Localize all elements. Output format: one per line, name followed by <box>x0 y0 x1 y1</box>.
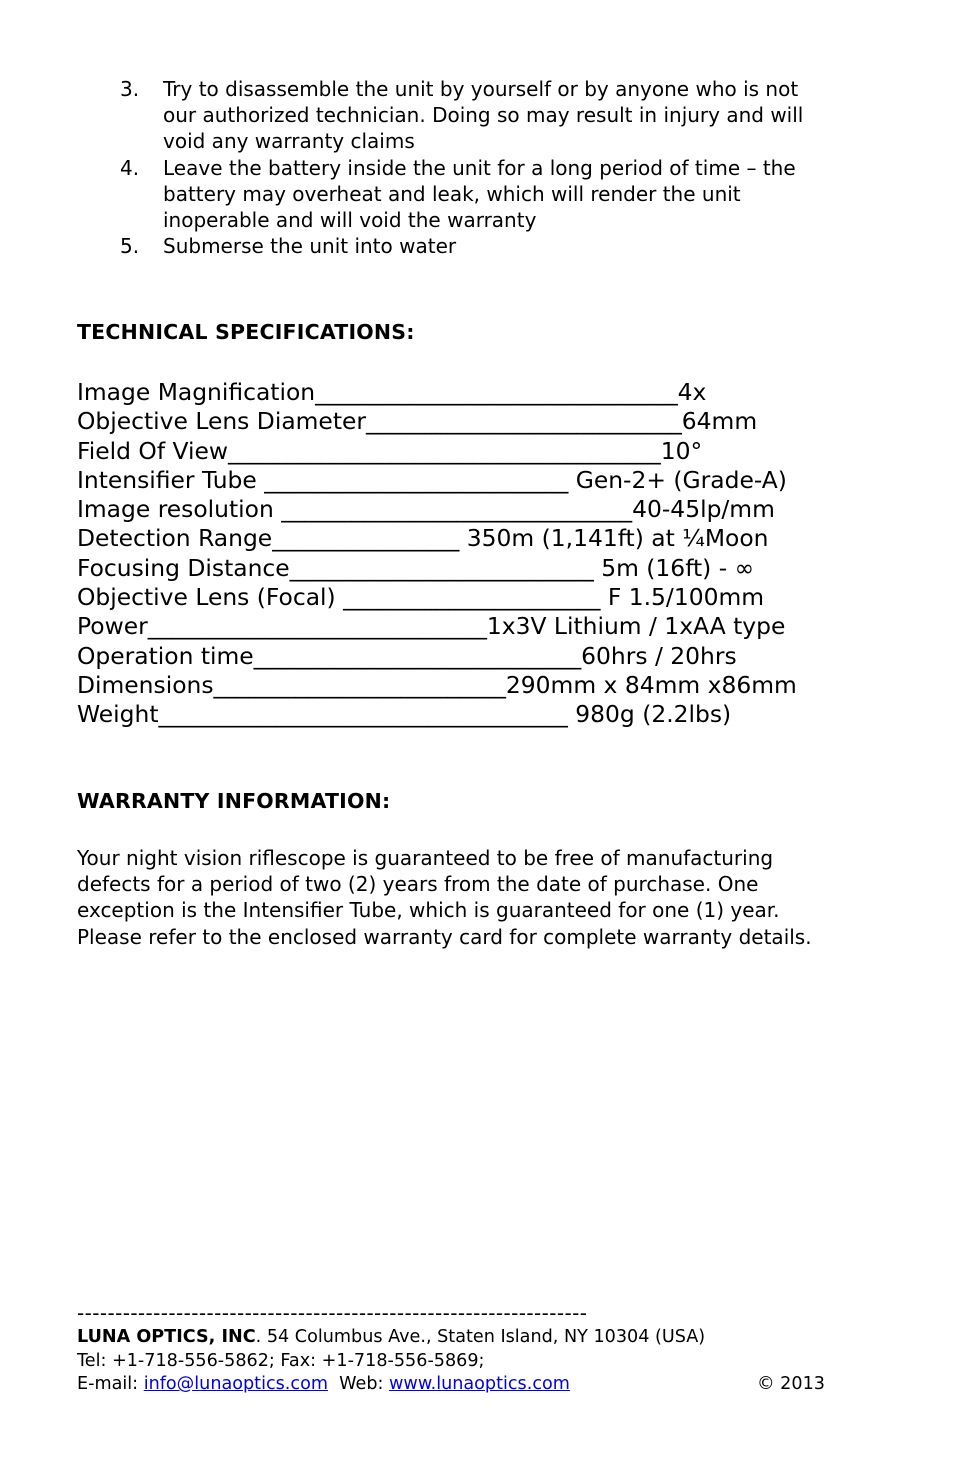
spec-row-operation-time: Operation time____________________________60hrs / 20hrs <box>77 641 737 670</box>
spec-row-focusing-distance: Focusing Distance__________________________ 5m (16ft) - ∞ <box>77 553 755 582</box>
warranty-line: defects for a period of two (2) years from the date of purchase. One <box>77 872 759 897</box>
copyright: © 2013 <box>757 1374 825 1395</box>
list-line: Leave the battery inside the unit for a long period of time – the <box>163 155 796 180</box>
list-item <box>120 76 890 155</box>
spec-row-detection-range: Detection Range________________ 350m (1,141ft) at ¼Moon <box>77 524 769 553</box>
footer-contact-line <box>77 1373 857 1397</box>
list-line: Submerse the unit into water <box>163 234 457 259</box>
company-name: LUNA OPTICS, INC <box>77 1327 256 1347</box>
list-item <box>120 233 890 259</box>
footer <box>77 1300 857 1397</box>
web-label: Web: <box>327 1374 390 1395</box>
list-line: inoperable and will void the warranty <box>163 208 537 233</box>
web-link[interactable]: www.lunaoptics.com <box>389 1374 570 1395</box>
footer-divider: ------------------------------------------------------------------- <box>77 1301 588 1325</box>
spec-row-power: Power_____________________________1x3V Lithium / 1xAA type <box>77 612 786 641</box>
list-line: Try to disassemble the unit by yourself or by anyone who is not <box>163 77 799 101</box>
list-item <box>120 155 890 234</box>
list-number: 4. <box>120 155 140 180</box>
warranty-information-heading: WARRANTY INFORMATION: <box>77 789 391 813</box>
list-line: our authorized technician. Doing so may result in injury and will <box>163 103 804 128</box>
spec-row-field-of-view: Field Of View_____________________________________10° <box>77 436 703 465</box>
list-line: void any warranty claims <box>163 129 415 154</box>
footer-address-line <box>77 1326 857 1350</box>
precautions-list <box>120 76 890 259</box>
warranty-line: exception is the Intensifier Tube, which is guaranteed for one (1) year. <box>77 898 780 923</box>
spec-row-weight: Weight___________________________________ 980g (2.2lbs) <box>77 700 732 729</box>
list-number: 3. <box>120 77 140 101</box>
email-label: E-mail: <box>77 1374 144 1395</box>
footer-phone-line: Tel: +1-718-556-5862; Fax: +1-718-556-5869; <box>77 1350 485 1371</box>
company-address: . 54 Columbus Ave., Staten Island, NY 10304 (USA) <box>255 1327 706 1347</box>
email-link[interactable]: info@lunaoptics.com <box>143 1374 328 1395</box>
technical-specifications-heading: TECHNICAL SPECIFICATIONS: <box>77 320 415 344</box>
warranty-line: Please refer to the enclosed warranty card for complete warranty details. <box>77 924 812 949</box>
spec-row-intensifier-tube: Intensifier Tube __________________________ Gen-2+ (Grade-A) <box>77 465 787 494</box>
warranty-line: Your night vision riflescope is guaranteed to be free of manufacturing <box>77 846 774 870</box>
spec-row-dimensions: Dimensions_________________________290mm x 84mm x86mm <box>77 670 797 699</box>
spec-row-image-resolution: Image resolution ______________________________40-45lp/mm <box>77 495 775 524</box>
spec-row-objective-lens-focal: Objective Lens (Focal) ______________________ F 1.5/100mm <box>77 583 765 612</box>
spec-row-objective-lens-diameter: Objective Lens Diameter___________________________64mm <box>77 407 758 436</box>
list-number: 5. <box>120 234 140 259</box>
spec-row-image-magnification: Image Magnification_______________________________4x <box>77 378 707 406</box>
list-line: battery may overheat and leak, which will render the unit <box>163 181 741 206</box>
specifications-list <box>77 378 797 730</box>
warranty-paragraph <box>77 845 907 950</box>
